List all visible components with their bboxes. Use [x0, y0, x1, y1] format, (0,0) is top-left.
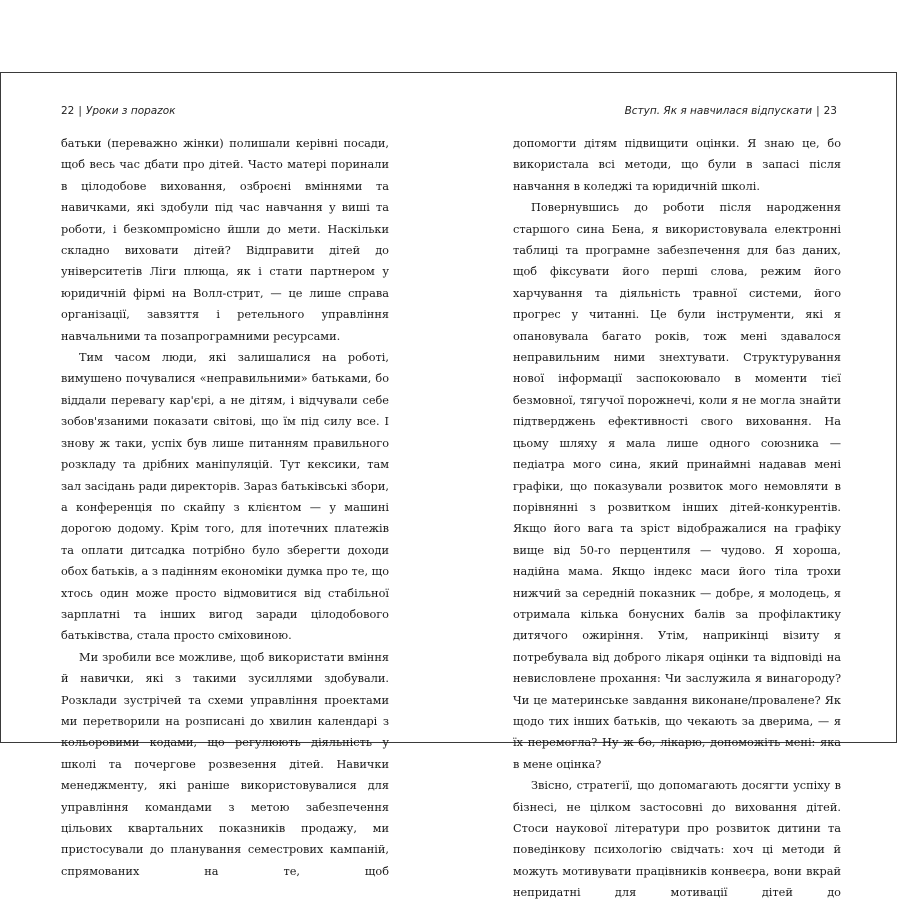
right-running-head	[625, 105, 837, 117]
paragraph: Повернувшись до роботи після народження старшого сина Бена, я використовувала електронні таблиці та програмне забезпечення для баз даних, щоб фіксувати його перші слова, режим його харчування та діяльність травної системи, його прогрес у читанні. Це були інструменти, які я опановувала багато років, тож мені здавалося неправильним ними знехтувати. Структурування нової інформації заспокоювало в моменти тієї безмовної, тягучої порожнечі, коли я не могла знайти підтверджень ефективності свого виховання. На цьому шляху я мала лише одного союзника — педіатра мого сина, який принаймні надавав мені графіки, що показували розвиток мого немовляти в порівнянні з розвитком інших дітей-конкурентів. Якщо його вага та зріст відображалися на графіку вище від 50-го перцентиля — чудово. Я хороша, надійна мама. Якщо індекс маси його тіла трохи нижчий за середній показник — добре, я молодець, я отримала кілька бонусних балів за профілактику дитячого ожиріння. Утім, наприкінці візиту я потребувала від доброго лікаря оцінки та відповіді на невисловлене прохання: Чи заслужила я винагороду? Чи це материнське завдання виконане/провалене? Як щодо тих інших батьків, що чекають за дверима, — я їх перемогла? Ну ж бо, лікарю, допоможіть мені: яка в мене оцінка?	[513, 201, 841, 771]
paragraph: допомогти дітям підвищити оцінки. Я знаю це, бо використала всі методи, що були в запасі після навчання в коледжі та юридичній школі.	[513, 137, 841, 193]
paragraph: батьки (переважно жінки) полишали керівні посади, щоб весь час дбати про дітей. Часто матері поринали в цілодобове виховання, озброєні вміннями та навичками, які здобули під час навчання у виші та роботи, і безкомпромісно йшли до мети. Наскільки складно виховати дітей? Відправити дітей до університетів Ліги плюща, як і стати партнером у юридичній фірмі на Волл-стрит, — це лише справа організації, завзяття і ретельного управління навчальними та позапрограмними ресурсами.	[61, 137, 389, 343]
paragraph: Тим часом люди, які залишалися на роботі, вимушено почувалися «неправильними» батьками, бо віддали перевагу кар'єрі, а не дітям, і відчували себе зобов'язаними показати світові, що їм під силу все. І знову ж таки, успіх був лише питанням правильного розкладу та дрібних маніпуляцій. Тут кексики, там зал засідань ради директорів. Зараз батьківські збори, а конференція по скайпу з клієнтом — у машині дорогою додому. Крім того, для іпотечних платежів та оплати дитсадка потрібно було зберегти доходи обох батьків, а з падінням економіки думка про те, що хтось один може просто відмовитися від стабільної зарплатні та інших вигод заради цілодобового батьківства, стала просто сміховиною.	[61, 351, 389, 643]
right-body-text	[513, 133, 841, 904]
paragraph: Звісно, стратегії, що допомагають досягти успіху в бізнесі, не цілком застосовні до виховання дітей. Стоси наукової літератури про розвиток дитини та поведінкову психологію свідчать: хоч ці методи й можуть мотивувати працівників конвеєра, вони вкрай непридатні для мотивації дітей до	[513, 779, 841, 900]
left-page-number: 22	[61, 105, 75, 117]
left-running-head	[61, 105, 176, 117]
left-body-text	[61, 133, 389, 882]
right-page	[449, 73, 897, 900]
left-page	[1, 73, 449, 878]
book-spread	[0, 72, 897, 900]
paragraph: Ми зробили все можливе, щоб використати вміння й навички, які з такими зусиллями здобували. Розклади зустрічей та схеми управління проектами ми перетворили на розписані до хвилин календарі з кольоровими кодами, що регулюють діяльність у школі та почергове розвезення дітей. Навички менеджменту, які раніше використовувалися для управління командами з метою забезпечення цільових квартальних показників продажу, ми пристосували до планування семестрових кампаній, спрямованих на те, щоб	[61, 650, 389, 878]
left-head-separator: |	[78, 105, 82, 117]
left-head-title: Уроки з пораzок	[85, 105, 176, 117]
right-page-number: 23	[823, 105, 837, 117]
right-head-title: Вступ. Як я навчилася відпускати	[624, 105, 813, 117]
right-head-separator: |	[816, 105, 820, 117]
